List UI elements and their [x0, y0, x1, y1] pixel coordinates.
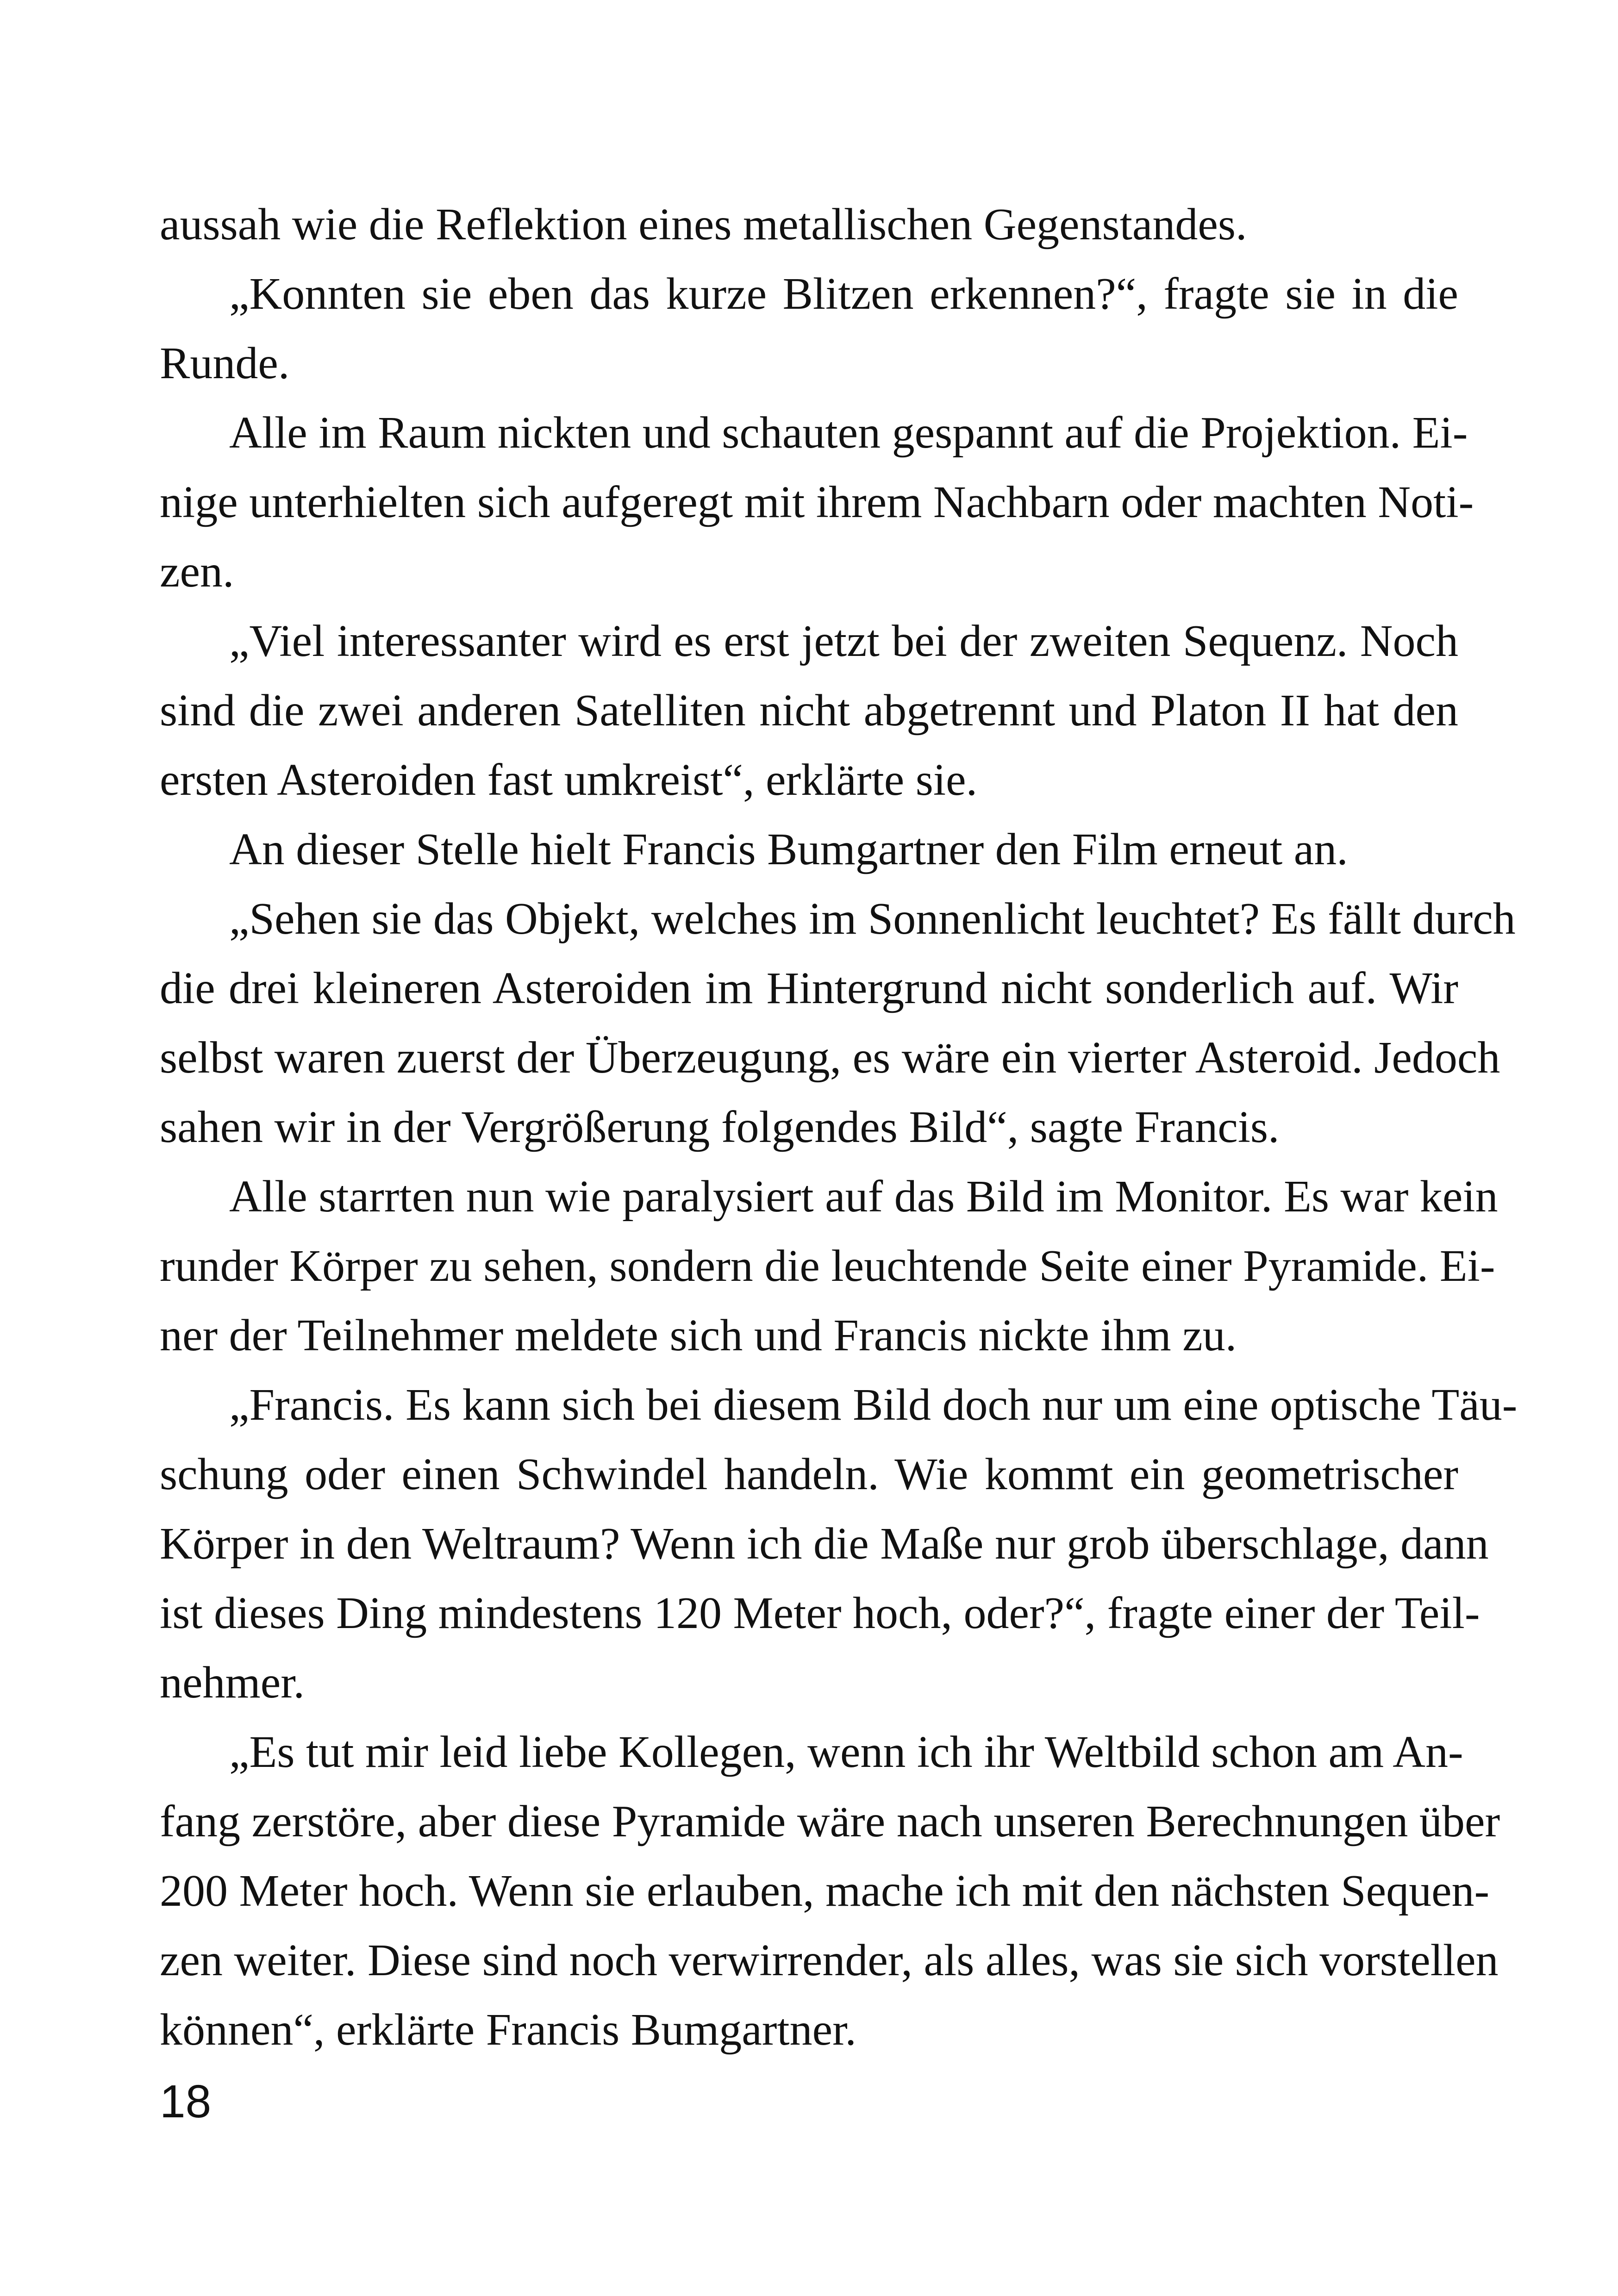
text-line: „Konnten sie eben das kurze Blitzen erkennen?“, fragte sie in die [229, 269, 1458, 319]
text-line: Alle im Raum nickten und schauten gespannt auf die Projektion. Ei- [229, 408, 1468, 458]
text-line: zen weiter. Diese sind noch verwirrender, als alles, was sie sich vorstellen [160, 1935, 1499, 1985]
text-line: Alle starrten nun wie paralysiert auf das Bild im Monitor. Es war kein [229, 1172, 1498, 1222]
text-line: selbst waren zuerst der Überzeugung, es wäre ein vierter Asteroid. Jedoch [160, 1033, 1500, 1083]
text-line: ersten Asteroiden fast umkreist“, erklärte sie. [160, 755, 978, 805]
text-line: nige unterhielten sich aufgeregt mit ihrem Nachbarn oder machten Noti- [160, 477, 1474, 527]
text-line: fang zerstöre, aber diese Pyramide wäre nach unseren Berechnungen über [160, 1797, 1500, 1847]
text-line: sahen wir in der Vergrößerung folgendes Bild“, sagte Francis. [160, 1102, 1280, 1152]
body-text [160, 190, 1518, 2065]
text-line: schung oder einen Schwindel handeln. Wie kommt ein geometrischer [160, 1449, 1458, 1499]
text-line: An dieser Stelle hielt Francis Bumgartner den Film erneut an. [229, 824, 1348, 874]
text-line: können“, erklärte Francis Bumgartner. [160, 2005, 856, 2055]
page-number: 18 [160, 2076, 212, 2128]
text-line: aussah wie die Reflektion eines metallischen Gegenstandes. [160, 200, 1247, 250]
text-line: zen. [160, 547, 234, 597]
text-line: runder Körper zu sehen, sondern die leuchtende Seite einer Pyramide. Ei- [160, 1241, 1495, 1291]
text-line: „Viel interessanter wird es erst jetzt bei der zweiten Sequenz. Noch [229, 616, 1458, 666]
text-line: Körper in den Weltraum? Wenn ich die Maße nur grob überschlage, dann [160, 1519, 1489, 1569]
text-line: Runde. [160, 338, 290, 388]
text-line: nehmer. [160, 1658, 305, 1708]
text-line: „Francis. Es kann sich bei diesem Bild doch nur um eine optische Täu- [229, 1380, 1518, 1430]
text-line: ist dieses Ding mindestens 120 Meter hoch, oder?“, fragte einer der Teil- [160, 1588, 1480, 1638]
text-line: die drei kleineren Asteroiden im Hintergrund nicht sonderlich auf. Wir [160, 963, 1458, 1013]
text-line: 200 Meter hoch. Wenn sie erlauben, mache ich mit den nächsten Sequen- [160, 1866, 1490, 1916]
text-line: „Sehen sie das Objekt, welches im Sonnenlicht leuchtet? Es fällt durch [229, 894, 1516, 944]
text-line: ner der Teilnehmer meldete sich und Francis nickte ihm zu. [160, 1310, 1237, 1360]
text-line: „Es tut mir leid liebe Kollegen, wenn ich ihr Weltbild schon am An- [229, 1727, 1463, 1777]
text-line: sind die zwei anderen Satelliten nicht abgetrennt und Platon II hat den [160, 686, 1458, 736]
